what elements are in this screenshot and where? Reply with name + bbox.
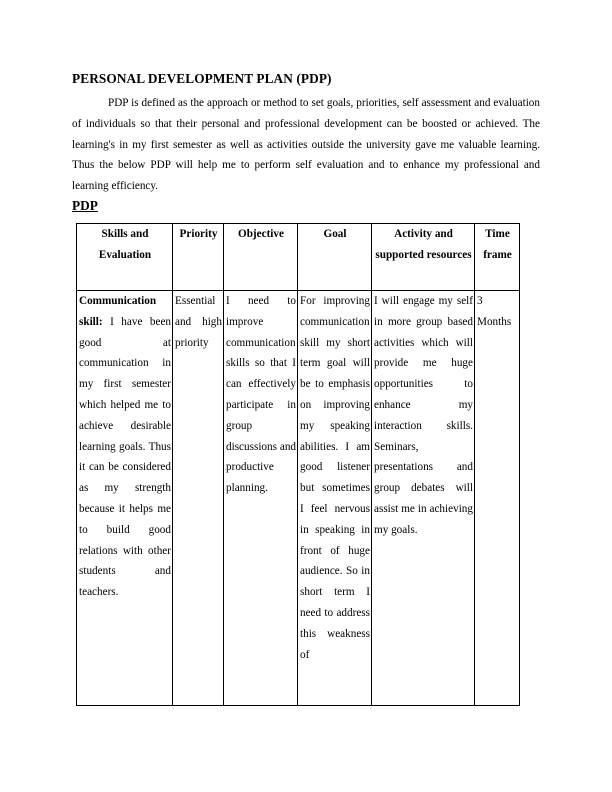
table-row [77,291,520,706]
time-frame-text: 3 Months [477,295,512,328]
activity-text: I will engage my self in more group based activities which will provide me huge opportunities to enhance my interaction skills. Seminars, presentations and group debates will assist me in achieving my goals. [374,295,473,536]
goal-text: For improving communication skill my short term goal will be to emphasis on improving my speaking abilities. I am good listener but sometimes I feel nervous in speaking in front of huge audience. So in short term I need to address this weakness of [300,295,370,661]
header-priority: Priority [173,224,224,291]
priority-text: Essential and high priority [175,295,222,349]
cell-activity [372,291,475,706]
cell-skills-evaluation [77,291,173,706]
pdp-heading: PDP [72,198,98,213]
skill-evaluation: I have been good at communication in my first semester which helped me to achieve desirable learning goals. Thus it can be considered as my strength because it helps me to build good relations with other students and teachers. [79,315,171,599]
document-title: PERSONAL DEVELOPMENT PLAN (PDP) [72,71,332,86]
cell-priority [173,291,224,706]
skill-name: Communication skill: [79,295,157,328]
header-objective: Objective [224,224,298,291]
cell-objective [224,291,298,706]
intro-paragraph: PDP is defined as the approach or method to set goals, priorities, self assessment and evaluation of individuals so that their personal and professional development can be boosted or achieved. The learning's in my first semester as well as activities outside the university gave me valuable learning. Thus the below PDP will help me to perform self evaluation and to enhance my professional and learning efficiency. [72,97,540,193]
cell-time-frame [475,291,520,706]
table-header-row [77,224,520,291]
header-time-frame: Time frame [475,224,520,291]
pdp-table [76,223,520,706]
header-skills-evaluation: Skills and Evaluation [77,224,173,291]
header-activity-resources: Activity and supported resources [372,224,475,291]
cell-goal [298,291,372,706]
header-goal: Goal [298,224,372,291]
objective-text: I need to improve communication skills so that I can effectively participate in group discussions and productive planning. [226,295,296,495]
